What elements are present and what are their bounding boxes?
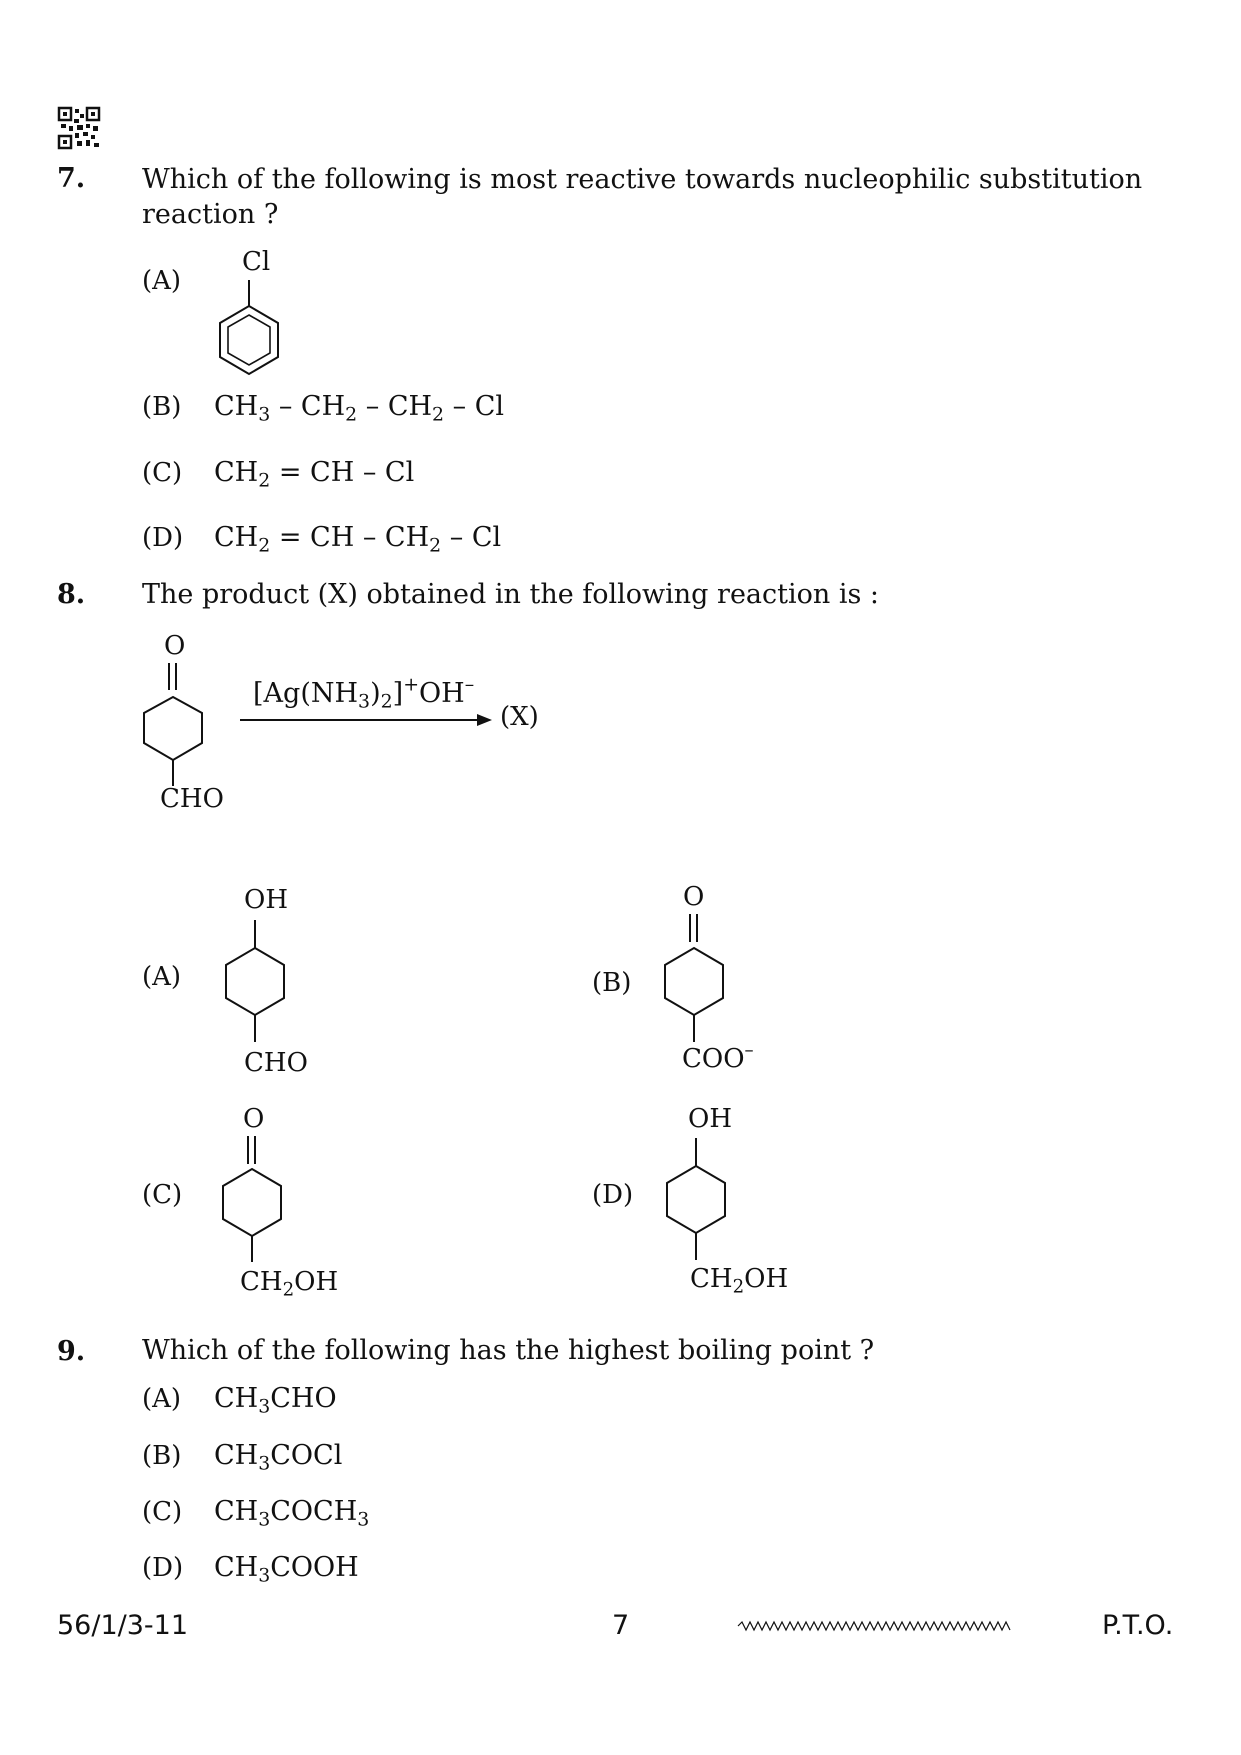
reaction-arrow <box>240 712 492 728</box>
q8-option-d-top: OH <box>688 1104 732 1134</box>
q8-option-c-top: O <box>243 1104 265 1134</box>
q8-option-c-bottom: $CH_2OH$ <box>240 1267 339 1301</box>
q8-option-a-top: OH <box>244 885 288 915</box>
question-8-number: 8. <box>57 579 86 610</box>
q8-option-d-bottom: $CH_2OH$ <box>690 1264 789 1298</box>
pto-label: P.T.O. <box>1102 1610 1174 1641</box>
question-7-number: 7. <box>57 163 86 194</box>
q7-option-d-label: (D) <box>142 523 184 553</box>
q7-option-c-label: (C) <box>142 458 183 488</box>
q9-option-c-formula: $CH_3COCH_3$ <box>214 1496 370 1531</box>
reactant-bottom-label: CHO <box>160 784 224 814</box>
question-8-text: The product (X) obtained in the following reaction is : <box>142 579 880 610</box>
q8-option-b-label: (B) <box>592 968 632 998</box>
paper-code: 56/1/3-11 <box>57 1610 189 1641</box>
q9-option-d-formula: $CH_3COOH$ <box>214 1552 359 1587</box>
q9-option-b-label: (B) <box>142 1441 182 1471</box>
q9-option-c-label: (C) <box>142 1497 183 1527</box>
q9-option-a-formula: $CH_3CHO$ <box>214 1383 337 1418</box>
q7-option-b-formula: $CH_3 - CH_2 - CH_2$ – Cl <box>214 391 505 426</box>
q8-option-d-label: (D) <box>592 1180 634 1210</box>
q8-option-a-structure <box>222 918 288 1044</box>
q8-option-c-structure <box>219 1134 285 1264</box>
page-number: 7 <box>612 1610 630 1641</box>
q7-option-d-formula: $CH_2$ = CH – $CH_2$ – Cl <box>214 522 502 557</box>
wavy-line-decoration <box>738 1620 986 1632</box>
q7-option-c-formula: $CH_2$ = CH – Cl <box>214 457 415 492</box>
question-7-text-line1: Which of the following is most reactive towards nucleophilic substitution <box>142 164 1143 195</box>
q8-option-b-bottom: COO– <box>682 1040 754 1074</box>
question-9-text: Which of the following has the highest boiling point ? <box>142 1335 875 1366</box>
question-7-text-line2: reaction ? <box>142 199 279 230</box>
q8-option-b-top: O <box>683 882 705 912</box>
q7-option-a-substituent: Cl <box>242 247 271 277</box>
q7-option-a-label: (A) <box>142 266 182 296</box>
q7-option-b-label: (B) <box>142 392 182 422</box>
qr-code-icon <box>58 107 100 149</box>
q9-option-a-label: (A) <box>142 1384 182 1414</box>
q8-option-c-label: (C) <box>142 1180 183 1210</box>
reactant-top-label: O <box>164 631 186 661</box>
question-9-number: 9. <box>57 1336 86 1367</box>
q8-option-a-bottom: CHO <box>244 1048 308 1078</box>
q9-option-b-formula: $CH_3COCl$ <box>214 1440 343 1475</box>
reaction-product-label: (X) <box>500 702 539 732</box>
q8-option-b-structure <box>661 912 727 1044</box>
q8-option-a-label: (A) <box>142 962 182 992</box>
reagent-label: $[Ag(NH_3)_2]^+OH^-$ <box>253 673 475 713</box>
reactant-cyclohexane-structure <box>140 660 206 790</box>
benzene-ring-structure <box>214 278 284 374</box>
q8-option-d-structure <box>663 1136 729 1262</box>
q9-option-d-label: (D) <box>142 1553 184 1583</box>
